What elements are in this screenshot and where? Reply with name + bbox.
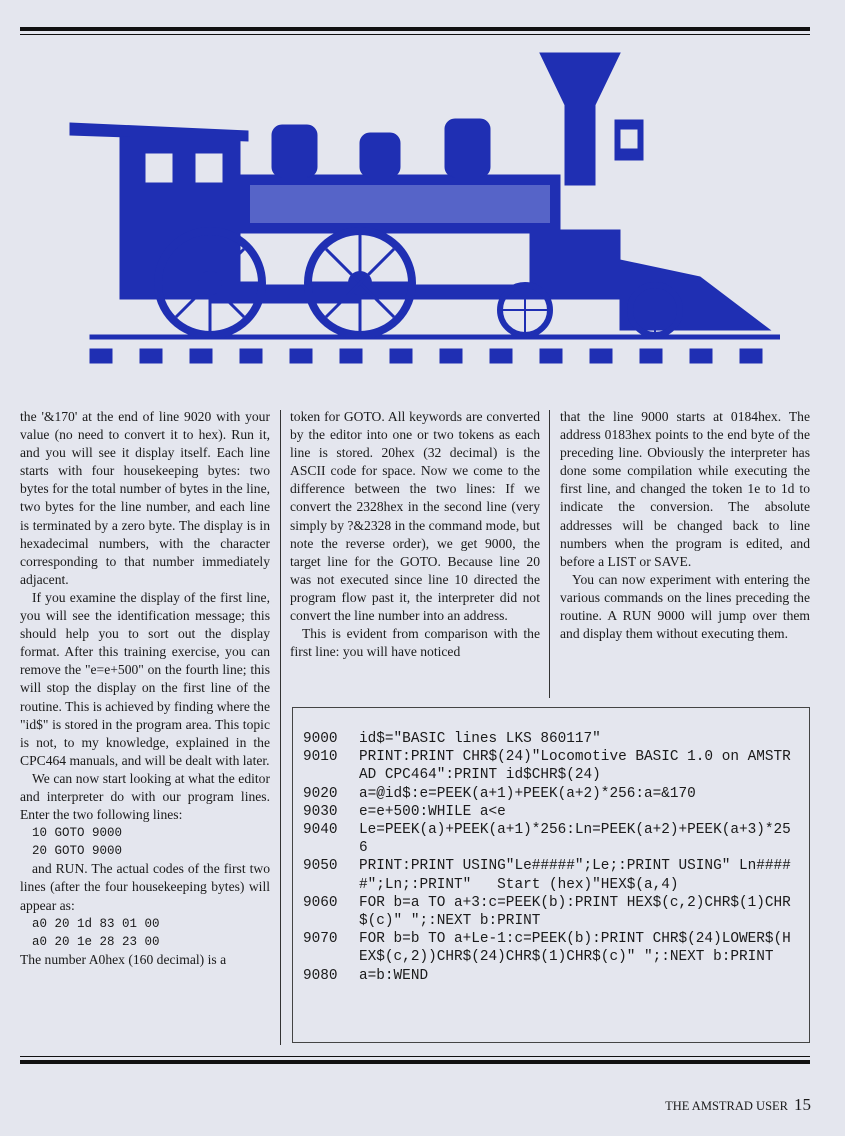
top-rule-thin [20,34,810,35]
line-number: 9040 [303,822,338,839]
line-code: id$="BASIC lines LKS 860117" [359,731,601,747]
paragraph: and RUN. The actual codes of the first two lines (after the four housekeeping bytes) will appear as: [20,861,270,913]
line-code: Le=PEEK(a)+PEEK(a+1)*256:Ln=PEEK(a+2)+PEEK(a+3)*256 [359,822,791,857]
line-code: FOR b=a TO a+3:c=PEEK(b):PRINT HEX$(c,2)CHR$(1)CHR$(c)" ";:NEXT b:PRINT [359,894,791,930]
line-number: 9030 [303,803,338,820]
top-rule [20,27,810,31]
line-code: FOR b=b TO a+Le-1:c=PEEK(b):PRINT CHR$(24)LOWER$(HEX$(c,2))CHR$(24)CHR$(1)CHR$(c)" ";:NEXT b:PRINT [359,931,791,966]
line-number: 9000 [303,731,338,747]
program-listing [303,730,799,985]
line-number: 9050 [303,858,338,875]
listing-row [303,785,799,803]
page-number: 15 [794,1095,811,1114]
bottom-rule-thick [20,1060,810,1064]
paragraph: We can now start looking at what the editor and interpreter do with our program lines. Enter the two following lines: [20,770,270,823]
text-column-1 [20,408,270,969]
paragraph: that the line 9000 starts at 0184hex. The address 0183hex points to the end byte of the preceding line. Obviously the interpreter has done some compilation while executing the first line, and changed the token 1e to 1d to indicate the conversion. The absolute addresses will be changed back to line numbers when the program is edited, and before a LIST or SAVE. [560,409,810,569]
paragraph: token for GOTO. All keywords are converted by the editor into one or two tokens as each line is stored. 20hex (32 decimal) is the ASCII code for space. Now we come to the difference between the two lines: If we convert the 2328hex in the second line (very simply by ?&2328 in the command mode, but note the reverse order), we get 9000, the target line for the GOTO. Because line 20 was not executed since line 10 directed the program flow past it, the interpreter did not convert the line number into an address. [290,409,540,624]
paragraph: This is evident from comparison with the first line: you will have noticed [290,626,540,660]
listing-row [303,930,799,966]
line-number: 9080 [303,967,338,984]
paragraph: If you examine the display of the first line, you will see the identification message; this should help you to sort out the display format. After this training exercise, you can remove the "e=e+500" on the fourth line; this will stop the display on the first line of the routine. This is achieved by finding where the "id$" is stored in the program area. This topic is not, to my knowledge, explained in the CPC464 manuals, and will be dealt with later. [20,589,270,768]
line-number: 9060 [303,894,338,911]
line-number: 9010 [303,749,338,766]
magazine-name: THE AMSTRAD USER [665,1099,788,1113]
code-line: 20 GOTO 9000 [32,844,123,859]
line-code: a=b:WEND [359,967,429,984]
locomotive-illustration [60,45,780,375]
text-column-3 [560,408,810,643]
line-number: 9070 [303,931,338,948]
bottom-rule [20,1056,810,1057]
listing-row [303,967,799,985]
listing-row [303,730,799,748]
listing-row [303,857,799,893]
paragraph: You can now experiment with entering the various commands on the lines preceding the routine. A RUN 9000 will jump over them and display them without executing them. [560,571,810,642]
code-line: 10 GOTO 9000 [32,826,123,841]
paragraph: The number A0hex (160 decimal) is a [20,951,227,967]
code-line: a0 20 1d 83 01 00 [32,916,160,931]
column-divider [549,410,550,698]
listing-row [303,821,799,857]
line-code: PRINT:PRINT USING"Le#####";Le;:PRINT USING" Ln#####";Ln;:PRINT" Start (hex)"HEX$(a,4) [359,858,791,893]
column-divider [280,410,281,1045]
line-code: a=@id$:e=PEEK(a+1)+PEEK(a+2)*256:a=&170 [359,785,696,802]
code-line: a0 20 1e 28 23 00 [32,934,160,949]
page-footer [665,1095,811,1115]
listing-row [303,803,799,821]
text-column-2 [290,408,540,661]
listing-row [303,894,799,930]
line-number: 9020 [303,785,338,802]
rail-ties [90,349,762,363]
program-listing-box [292,707,810,1043]
line-code: PRINT:PRINT CHR$(24)"Locomotive BASIC 1.0 on AMSTRAD CPC464":PRINT id$CHR$(24) [359,749,791,784]
listing-row [303,748,799,784]
line-code: e=e+500:WHILE a<e [359,803,506,820]
paragraph: the '&170' at the end of line 9020 with your value (no need to convert it to hex). Run it, and you will see it display itself. Each line starts with four housekeeping bytes: two bytes for the total number of bytes in the line, two bytes for the line number, and each line is terminated by a zero byte. The display is in hexadecimal numbers, with the character corresponding to that number immediately adjacent. [20,409,270,587]
